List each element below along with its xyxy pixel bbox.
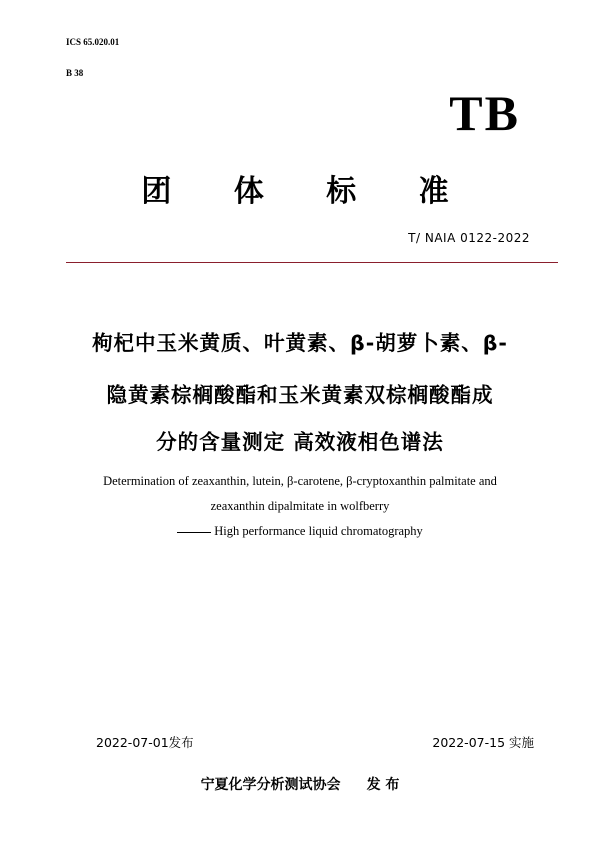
title-en-line1: Determination of zeaxanthin, lutein, β-carotene, β-cryptoxanthin palmitate and [103, 474, 497, 488]
publisher-name: 宁夏化学分析测试协会 [200, 777, 341, 793]
publisher-line [0, 774, 600, 794]
title-en-line3-wrap [0, 524, 600, 539]
title-zh-line3: 分的含量测定 高效液相色谱法 [156, 430, 444, 454]
tb-logo: TB [449, 85, 520, 141]
ics-code: ICS 65.020.01 [66, 37, 120, 47]
header-rule [66, 262, 558, 263]
em-dash-rule [177, 532, 211, 533]
publisher-action: 发 布 [366, 777, 400, 793]
ccs-code: B 38 [66, 68, 84, 78]
standard-number: T/ NAIA 0122-2022 [408, 231, 530, 245]
title-zh-line2: 隐黄素棕榈酸酯和玉米黄素双棕榈酸酯成 [106, 383, 494, 407]
standard-type: 团 体 标 准 [141, 174, 475, 209]
title-en-line2: zeaxanthin dipalmitate in wolfberry [210, 499, 390, 513]
implement-date: 2022-07-15 实施 [432, 735, 534, 750]
publish-date: 2022-07-01发布 [96, 735, 194, 750]
title-en-line3: High performance liquid chromatography [214, 524, 423, 538]
title-zh-line1: 枸杞中玉米黄质、叶黄素、β-胡萝卜素、β- [92, 331, 508, 355]
